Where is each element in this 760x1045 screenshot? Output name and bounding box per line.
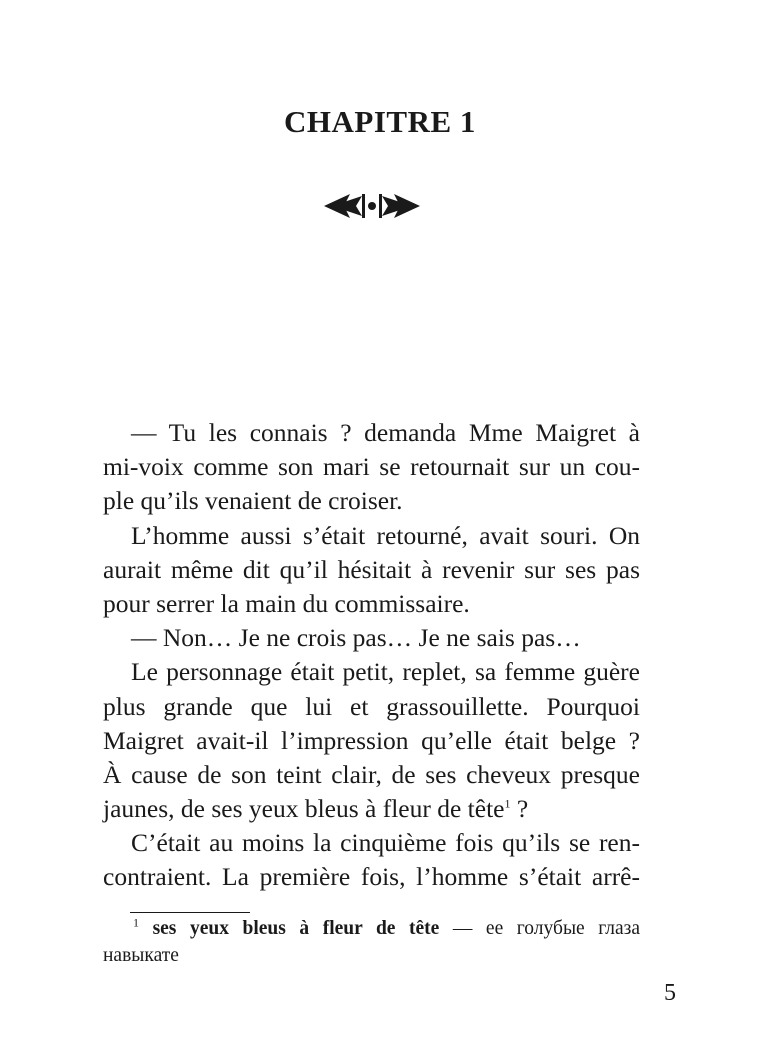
text-line <box>103 792 640 826</box>
text-line: — Tu les connais ? demanda Mme Maigret à <box>131 418 640 447</box>
footnote-number: 1 <box>133 915 139 930</box>
text-line: mi-voix comme son mari se retournait sur un cou- <box>103 452 640 482</box>
footnote-reference[interactable]: 1 <box>504 796 511 811</box>
text-segment: jaunes, de ses yeux bleus à fleur de tête <box>103 794 505 824</box>
text-line: C’était au moins la cinquième fois qu’ils se ren- <box>131 828 640 858</box>
text-line: Le personnage était petit, replet, sa femme guère <box>131 657 640 687</box>
text-line: aurait même dit qu’il hésitait à revenir sur ses pas <box>103 554 640 584</box>
text-line: À cause de son teint clair, de ses cheveux presque <box>103 759 640 789</box>
body-text <box>103 416 640 895</box>
footnote <box>103 915 640 969</box>
footnote-line: навыкате <box>103 945 179 966</box>
fleuron-ornament-icon <box>322 190 422 222</box>
text-line: — Non… Je ne crois pas… Je ne sais pas… <box>131 623 581 653</box>
footnote-line <box>103 915 640 942</box>
text-line: L’homme aussi s’était retourné, avait souri. On <box>131 520 640 550</box>
footnote-divider <box>130 912 250 913</box>
text-line: ple qu’ils venaient de croiser. <box>103 486 403 516</box>
footnote-translation: — ее голубые глаза <box>439 918 641 939</box>
footnote-term: ses yeux bleus à fleur de tête <box>152 918 440 939</box>
text-segment: ? <box>510 794 529 824</box>
page-number: 5 <box>664 980 676 1006</box>
chapter-title: CHAPITRE 1 <box>284 104 476 139</box>
text-line: pour serrer la main du commissaire. <box>103 588 470 618</box>
text-line: plus grande que lui et grassouillette. Pourquoi <box>103 691 640 721</box>
text-line: Maigret avait-il l’impression qu’elle était belge ? <box>103 725 640 755</box>
text-line: contraient. La première fois, l’homme s’était arrê- <box>103 862 640 892</box>
